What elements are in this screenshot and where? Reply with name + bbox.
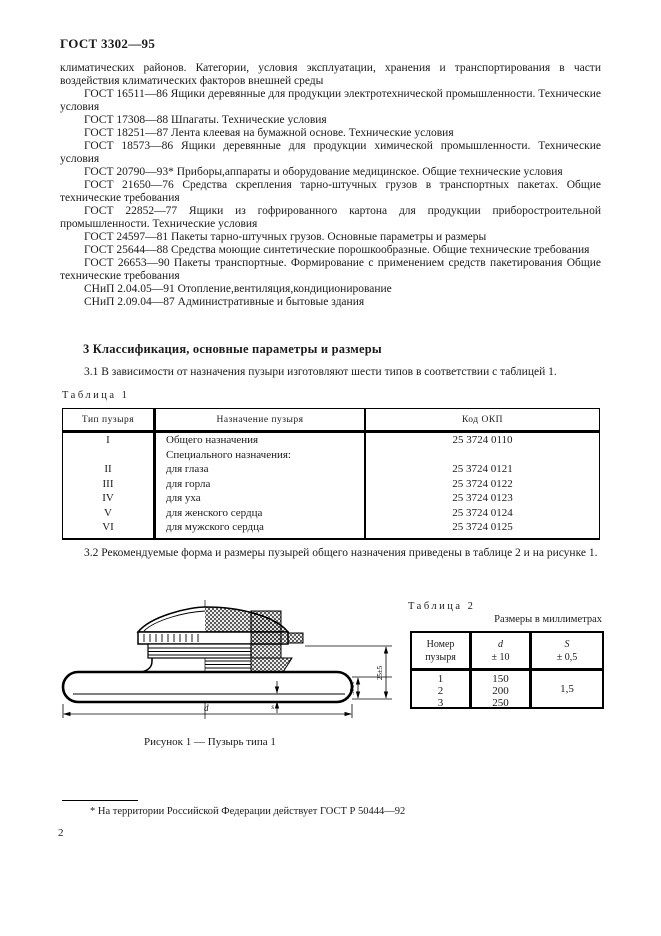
header-line: S [564,638,570,650]
table1-cell: IV [63,491,156,506]
table2-cell-numbers [412,671,472,707]
figure-caption: Рисунок 1 — Пузырь типа 1 [144,736,276,748]
table1-label: Таблица 1 [62,390,130,401]
reference-item: ГОСТ 25644—88 Средства моющие синтетические порошкообразные. Общие технические требования [84,244,590,256]
cap-ear [288,633,303,643]
table1-cell: 25 3724 0123 [452,492,513,504]
table1-cell: для горла [156,477,366,492]
paragraph-3-1-text: 3.1 В зависимости от назначения пузыри изготовляют шести типов в соответствии с таблицей 1. [84,366,557,378]
reference-item: ГОСТ 24597—81 Пакеты тарно-штучных грузов. Основные параметры и размеры [84,231,487,243]
reference-item: ГОСТ 20790—93* Приборы,аппараты и оборудование медицинское. Общие технические условия [84,166,563,178]
table2-cell-thickness [532,671,602,707]
table1-cell: 25 3724 0110 [452,434,513,446]
header-line: ± 0,5 [556,651,578,663]
header-line: ± 10 [491,651,510,663]
table2-value: 1,5 [560,683,574,695]
intro-paragraph: климатических районов. Категории, условия эксплуатации, хранения и транспортирования в части воздействия климатических факторов внешней среды [60,62,601,87]
table2-cell-diameters [472,671,532,707]
table1-row [63,491,599,506]
table2-value: 2 [437,685,444,697]
table2-label: Таблица 2 [408,601,476,612]
table1-cell: 25 3724 0121 [452,463,513,475]
gost-header: ГОСТ 3302—95 [60,36,156,51]
table1-col-header: Код ОКП [461,414,504,425]
table2-col-header [532,633,602,668]
neck-wall-section [251,658,292,672]
table1-row [63,477,599,492]
table2-col-header [412,633,472,668]
header-line: Номер [426,638,455,650]
table1-cell [63,448,156,463]
reference-item: ГОСТ 17308—88 Шпагаты. Технические условия [84,114,327,126]
table1-row [63,506,599,521]
table1-row [63,520,599,538]
table2-value: 1 [437,673,444,685]
page-number: 2 [58,827,64,839]
dimension-label-s: s [271,703,274,711]
table1-cell: для уха [156,491,366,506]
footnote-rule [62,800,138,801]
table1-cell: Специального назначения: [156,448,366,463]
table2-value: 150 [492,673,509,685]
table1-cell: для мужского сердца [156,520,366,538]
table1-cell: III [63,477,156,492]
table2-value: 3 [437,697,444,709]
table1-cell [366,448,599,463]
reference-item: ГОСТ 22852—77 Ящики из гофрированного картона для продукции приборостроительной промышленности. Технические условия [60,205,601,230]
table1 [62,408,600,540]
table1-cell: 25 3724 0122 [452,477,513,490]
footnote: * На территории Российской Федерации действует ГОСТ Р 50444—92 [90,806,406,817]
table1-row [63,448,599,463]
reference-item: ГОСТ 21650—76 Средства скрепления тарно-штучных грузов в транспортных пакетах. Общие технические требования [60,179,601,204]
table1-cell: I [63,433,156,448]
table1-row [63,462,599,477]
table2-data-row [412,671,602,707]
reference-item: СНиП 2.09.04—87 Административные и бытовые здания [84,296,365,308]
paragraph-3-2-text: 3.2 Рекомендуемые форма и размеры пузырей общего назначения приведены в таблице 2 и на рисунке 1. [84,547,598,559]
reference-item: ГОСТ 18251—87 Лента клеевая на бумажной основе. Технические условия [84,127,454,139]
header-line: пузыря [425,651,456,663]
table2-col-header [472,633,532,668]
table2 [410,631,604,709]
dimension-label-d: d [204,703,209,713]
reference-item: СНиП 2.04.05—91 Отопление,вентиляция,кондиционирование [84,283,392,295]
paragraph-3-1 [60,366,601,379]
bag-body [63,672,352,702]
table1-cell: II [63,462,156,477]
reference-item: ГОСТ 18573—86 Ящики деревянные для продукции химической промышленности. Технические условия [60,140,601,165]
table1-cell: для женского сердца [156,506,366,521]
references-block [60,62,601,309]
section-heading: 3 Классификация, основные параметры и размеры [83,342,382,356]
table1-cell: для глаза [156,462,366,477]
cap-skirt-band [148,644,251,658]
header-line: d [498,638,503,650]
table2-value: 200 [492,685,509,697]
table1-row [63,433,599,448]
table2-header-row [412,633,602,671]
table2-units-note: Размеры в миллиметрах [494,614,602,625]
table1-cell: V [63,506,156,521]
cap-wall-section [251,611,281,658]
table2-value: 250 [492,697,509,709]
table1-cell: 25 3724 0125 [452,521,513,533]
table1-header-row [63,409,599,433]
dimension-label-height-inner: 50±1 [349,681,356,695]
table1-cell: 25 3724 0124 [452,506,513,519]
paragraph-3-2 [60,547,601,560]
table1-col-header: Назначение пузыря [156,409,366,430]
dimension-label-height-outer: 25±5 [376,665,384,681]
table1-cell: Общего назначения [156,433,366,448]
reference-item: ГОСТ 26653—90 Пакеты транспортные. Формирование с применением средств пакетирования Общие технические требования [60,257,601,282]
reference-item: ГОСТ 16511—86 Ящики деревянные для продукции электротехнической промышленности. Технические условия [60,88,601,113]
table1-cell: VI [63,520,156,538]
table1-col-header: Тип пузыря [63,409,156,430]
